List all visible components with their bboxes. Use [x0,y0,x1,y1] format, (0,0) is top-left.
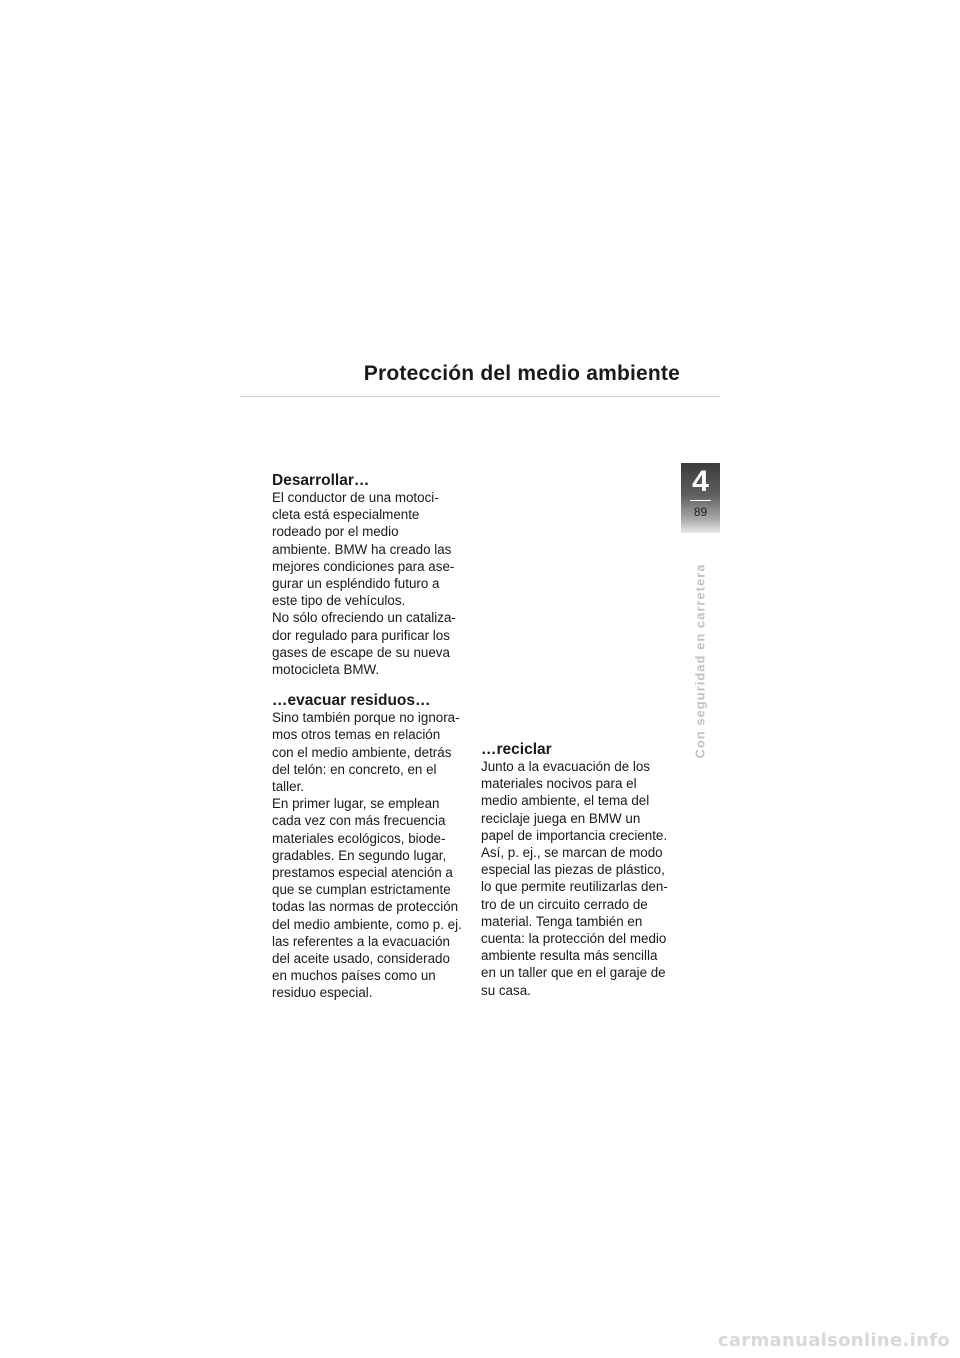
body-line: con el medio ambiente, detrás [272,744,452,760]
title-divider [240,396,720,397]
section-body [272,489,472,678]
body-line: mos otros temas en relación [272,727,441,743]
body-line: del aceite usado, considerado [272,951,450,967]
body-line: taller. [272,779,305,795]
body-line: que se cumplan estrictamente [272,882,451,898]
body-line: del medio ambiente, como p. ej. [272,916,462,932]
body-line: gradables. En segundo lugar, [272,847,447,863]
body-line: mejores condiciones para ase- [272,558,455,574]
chapter-side-label: Con seguridad en carretera [692,563,708,759]
section-body [272,709,472,1001]
body-line: rodeado por el medio [272,524,399,540]
body-line: todas las normas de protección [272,899,459,915]
body-line: cleta está especialmente [272,507,420,523]
body-line: En primer lugar, se emplean [272,796,440,812]
section-heading: …evacuar residuos… [272,692,431,710]
body-line: tro de un circuito cerrado de [481,896,648,912]
body-line: materiales nocivos para el [481,776,637,792]
body-line: dor regulado para purificar los [272,627,450,643]
section-desarrollar [272,473,472,678]
chapter-number: 4 [692,465,709,498]
section-heading: …reciclar [481,741,552,758]
body-line: materiales ecológicos, biode- [272,830,446,846]
body-line: en muchos países como un [272,968,436,984]
body-line: motocicleta BMW. [272,662,380,678]
page-title: Protección del medio ambiente [363,362,680,385]
body-line: en un taller que en el garaje de [481,965,666,981]
body-line: No sólo ofreciendo un cataliza- [272,610,456,626]
body-line: cuenta: la protección del medio [481,931,667,947]
body-line: ambiente. BMW ha creado las [272,541,452,557]
body-line: Así, p. ej., se marcan de modo [481,845,663,861]
body-line: del telón: en concreto, en el [272,761,437,777]
body-line: ambiente resulta más sencilla [481,948,658,964]
body-line: prestamos especial atención a [272,865,453,881]
body-line: lo que permite reutilizarlas den- [481,879,668,895]
section-evacuar-residuos [272,693,472,1001]
body-line: este tipo de vehículos. [272,593,406,609]
body-line: El conductor de una motoci- [272,490,439,505]
left-column [272,473,472,1002]
chapter-tab-divider [690,500,711,501]
body-line: gurar un espléndido futuro a [272,576,440,592]
body-line: reciclaje juega en BMW un [481,810,641,826]
body-line: Sino también porque no ignora- [272,710,460,726]
body-line: medio ambiente, el tema del [481,793,650,809]
body-line: cada vez con más frecuencia [272,813,446,829]
page-number: 89 [693,505,708,519]
body-line: Junto a la evacuación de los [481,759,650,774]
body-line: las referentes a la evacuación [272,933,450,949]
body-line: gases de escape de su nueva [272,644,450,660]
section-body [481,758,681,999]
body-line: material. Tenga también en [481,913,643,929]
watermark: carmanualsonline.info [717,1330,950,1351]
body-line: papel de importancia creciente. [481,827,668,843]
chapter-tab [681,463,720,533]
right-column [481,742,681,999]
body-line: su casa. [481,982,531,998]
body-line: especial las piezas de plástico, [481,862,665,878]
section-heading: Desarrollar… [272,472,370,489]
body-line: residuo especial. [272,985,373,1001]
section-reciclar [481,742,681,999]
